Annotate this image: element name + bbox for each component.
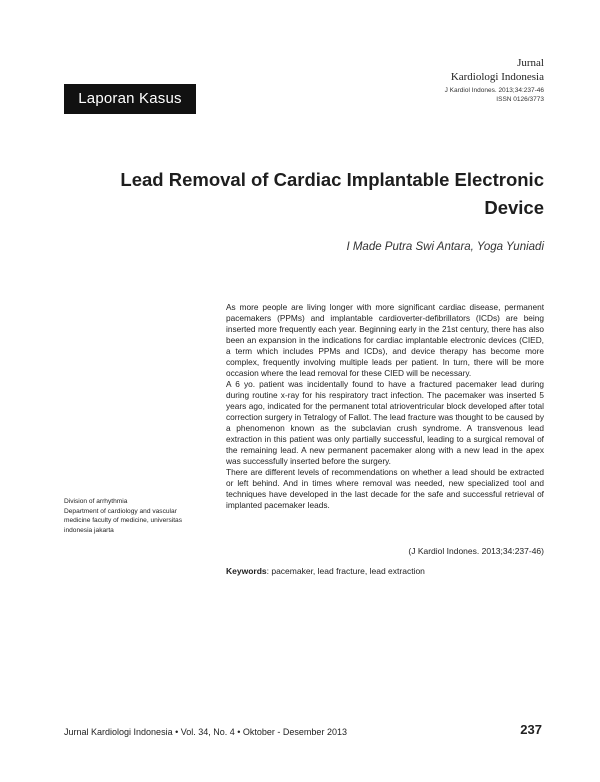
journal-name-line1: Jurnal: [517, 57, 544, 69]
abstract-paragraph: There are different levels of recommendations on whether a lead should be extracted or left behind. And in times where removal was needed, new specialized tool and techniques have developed in the last decade for the safe and successful retrieval of implanted pacemaker leads.: [226, 467, 544, 510]
affiliation-department: Department of cardiology and vascular medicine faculty of medicine, universitas indonesia jakarta: [64, 507, 183, 534]
keywords-text: : pacemaker, lead fracture, lead extraction: [266, 566, 425, 576]
footer-journal-info: Jurnal Kardiologi Indonesia • Vol. 34, No. 4 • Oktober - Desember 2013: [64, 727, 347, 737]
keywords: [226, 566, 425, 576]
category-label: Laporan Kasus: [64, 84, 196, 114]
journal-meta: [364, 86, 544, 104]
keywords-label: Keywords: [226, 566, 267, 576]
journal-name-line2: Kardiologi Indonesia: [450, 71, 544, 83]
abstract: [226, 302, 544, 511]
journal-citation: J Kardiol Indones. 2013;34:237-46: [444, 87, 544, 94]
affiliation: [64, 497, 204, 535]
article-title: Lead Removal of Cardiac Implantable Electronic Device: [120, 169, 544, 218]
journal-issn: ISSN 0126/3773: [496, 96, 544, 103]
abstract-paragraph: A 6 yo. patient was incidentally found to have a fractured pacemaker lead during during routine x-ray for his respiratory tract infection. The pacemaker was inserted 5 years ago, indicated for the permanent total atrioventricular block developed after total correction surgery in Tetralogy of Fallot. The lead fracture was thought to be caused by a phenomenon known as the subclavian crush syndrome. A transvenous lead extraction in this patient was only partially successful, leading to a surgical removal of the remaining lead. A new permanent pacemaker along with a new lead in the apex was successfully inserted before the surgery.: [226, 379, 544, 466]
journal-name: [364, 56, 544, 84]
authors: I Made Putra Swi Antara, Yoga Yuniadi: [346, 241, 544, 253]
affiliation-division: Division of arrhythmia: [64, 498, 128, 505]
abstract-citation: (J Kardiol Indones. 2013;34:237-46): [408, 546, 544, 556]
abstract-paragraph: As more people are living longer with more significant cardiac disease, permanent pacemakers (PPMs) and implantable cardioverter-defibrillators (ICDs) are being inserted more frequently each year. Beginning early in the 21st century, there has also been an expansion in the indications for cardiac implantable electronic devices (CIED, a term which includes PPMs and ICDs), and device therapy has become more complex, frequently involving multiple leads per patient. In turn, there will be more occasion where the lead removal for these CIED will be necessary.: [226, 302, 544, 378]
page-number: 237: [520, 722, 542, 737]
journal-header: [364, 56, 544, 104]
